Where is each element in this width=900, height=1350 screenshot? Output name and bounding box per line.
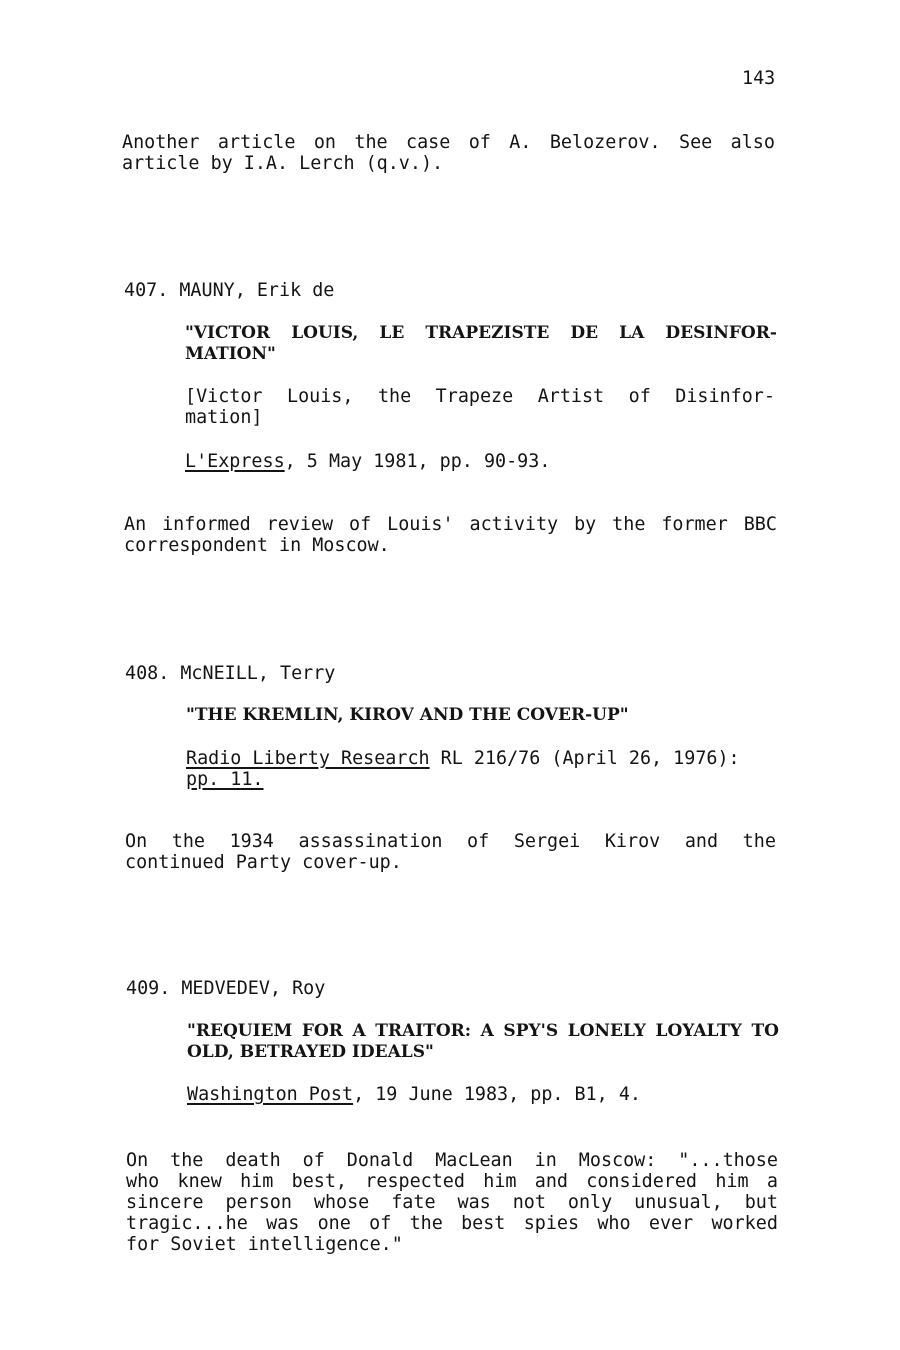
- word: A: [480, 1021, 494, 1041]
- entry-title-line-2: MATION": [185, 344, 276, 364]
- word: was: [457, 1192, 491, 1213]
- source-details: RL 216/76 (April 26, 1976):: [429, 748, 740, 769]
- word: him: [715, 1171, 749, 1192]
- word: On: [126, 1150, 149, 1171]
- word: worked: [711, 1213, 778, 1234]
- word: A.: [509, 132, 532, 153]
- word: of: [628, 386, 651, 407]
- word: sincere: [126, 1192, 204, 1213]
- word: activity: [469, 514, 559, 535]
- entry-heading: 407. MAUNY, Erik de: [124, 280, 335, 301]
- word: the: [742, 831, 776, 852]
- word: the: [170, 1150, 204, 1171]
- word: "REQUIEM: [187, 1021, 293, 1041]
- word: a: [766, 1171, 778, 1192]
- word: the: [409, 1213, 443, 1234]
- word: MacLean: [435, 1150, 513, 1171]
- word: FOR: [301, 1021, 343, 1041]
- word: LONELY: [567, 1021, 646, 1041]
- word: "VICTOR: [185, 323, 271, 343]
- word: best: [461, 1213, 506, 1234]
- entry-note-line-1: [124, 514, 777, 535]
- entry-note-line-1: [125, 831, 776, 852]
- entry-heading: 409. MEDVEDEV, Roy: [126, 978, 326, 999]
- word: tragic...he: [126, 1213, 248, 1234]
- word: Kirov: [604, 831, 661, 852]
- word: LE: [379, 323, 405, 343]
- word: fate: [391, 1192, 436, 1213]
- entry-heading: 408. McNEILL, Terry: [125, 663, 336, 684]
- word: A: [352, 1021, 366, 1041]
- word: best,: [291, 1171, 347, 1192]
- word: of: [467, 831, 490, 852]
- entry-title-line-1: [187, 1021, 779, 1042]
- word: DESINFOR-: [665, 323, 777, 343]
- entry-source: [186, 748, 740, 769]
- word: person: [225, 1192, 292, 1213]
- word: him: [483, 1171, 517, 1192]
- word: On: [125, 831, 148, 852]
- word: TRAPEZISTE: [425, 323, 550, 343]
- word: of: [349, 514, 372, 535]
- word: ever: [648, 1213, 694, 1234]
- word: former: [661, 514, 728, 535]
- word: case: [406, 132, 451, 153]
- word: review: [266, 514, 334, 535]
- word: death: [225, 1150, 281, 1171]
- word: the: [354, 132, 388, 153]
- word: one: [317, 1213, 351, 1234]
- source-publication-name: Radio Liberty Research: [186, 748, 430, 769]
- word: but: [744, 1192, 778, 1213]
- word: TO: [751, 1021, 779, 1041]
- word: unusual,: [634, 1192, 723, 1213]
- word: and: [534, 1171, 568, 1192]
- word: of: [468, 132, 491, 153]
- source-publication-name: L'Express: [185, 451, 285, 472]
- word: LA: [619, 323, 645, 343]
- word: whose: [313, 1192, 370, 1213]
- word: by: [574, 514, 597, 535]
- word: the: [612, 514, 646, 535]
- word: [Victor: [185, 386, 263, 407]
- word: TRAITOR:: [375, 1021, 472, 1041]
- word: Another: [122, 132, 200, 153]
- word: considered: [586, 1171, 698, 1192]
- intro-line-2: article by I.A. Lerch (q.v.).: [122, 153, 444, 174]
- word: Louis': [387, 514, 454, 535]
- word: who: [126, 1171, 160, 1192]
- word: Disinfor-: [675, 386, 775, 407]
- word: the: [377, 386, 412, 407]
- word: knew: [177, 1171, 222, 1192]
- word: informed: [162, 514, 251, 535]
- entry-note-line-4: [126, 1213, 778, 1234]
- word: also: [730, 132, 775, 153]
- word: Moscow:: [578, 1150, 657, 1171]
- word: of: [302, 1150, 325, 1171]
- word: Donald: [346, 1150, 414, 1171]
- entry-title-line-1: [185, 323, 777, 344]
- word: BBC: [743, 514, 777, 535]
- word: Louis,: [287, 386, 354, 407]
- entry-note-line-3: [126, 1192, 778, 1213]
- word: Sergei: [513, 831, 581, 852]
- word: and: [684, 831, 719, 852]
- word: on: [313, 132, 336, 153]
- entry-title-line-1: "THE KREMLIN, KIROV AND THE COVER-UP": [186, 705, 629, 725]
- source-details: , 19 June 1983, pp. B1, 4.: [353, 1084, 641, 1105]
- page-number: 143: [742, 68, 776, 89]
- source-publication-name: Washington Post: [187, 1084, 354, 1105]
- word: Belozerov.: [549, 132, 661, 153]
- word: article: [217, 132, 296, 153]
- word: of: [369, 1213, 392, 1234]
- entry-note-line-1: [126, 1150, 778, 1171]
- word: Artist: [537, 386, 605, 407]
- entry-translation-line-1: [185, 386, 775, 407]
- entry-source: [185, 451, 550, 472]
- word: spies: [523, 1213, 580, 1234]
- word: LOUIS,: [291, 323, 359, 343]
- word: only: [567, 1192, 613, 1213]
- word: "...those: [678, 1150, 778, 1171]
- word: who: [597, 1213, 631, 1234]
- word: See: [679, 132, 713, 153]
- word: Trapeze: [435, 386, 514, 407]
- entry-note-line-2: [126, 1171, 778, 1192]
- word: respected: [365, 1171, 465, 1192]
- word: 1934: [229, 831, 274, 852]
- word: the: [171, 831, 205, 852]
- word: in: [534, 1150, 557, 1171]
- entry-source-line-2: pp. 11.: [186, 769, 264, 790]
- entry-translation-line-2: mation]: [185, 407, 263, 428]
- word: assassination: [298, 831, 443, 852]
- word: SPY'S: [503, 1021, 559, 1041]
- entry-note-line-2: correspondent in Moscow.: [124, 535, 390, 556]
- entry-source: [187, 1084, 641, 1105]
- entry-note-line-2: continued Party cover-up.: [125, 852, 402, 873]
- word: An: [124, 514, 147, 535]
- source-details: , 5 May 1981, pp. 90-93.: [284, 451, 551, 472]
- word: not: [512, 1192, 546, 1213]
- word: was: [266, 1213, 300, 1234]
- word: LOYALTY: [655, 1021, 742, 1041]
- entry-title-line-2: OLD, BETRAYED IDEALS": [187, 1042, 434, 1062]
- entry-note-line-5: for Soviet intelligence.": [126, 1234, 403, 1255]
- word: him: [240, 1171, 274, 1192]
- intro-line-1: [122, 132, 775, 153]
- word: DE: [570, 323, 599, 343]
